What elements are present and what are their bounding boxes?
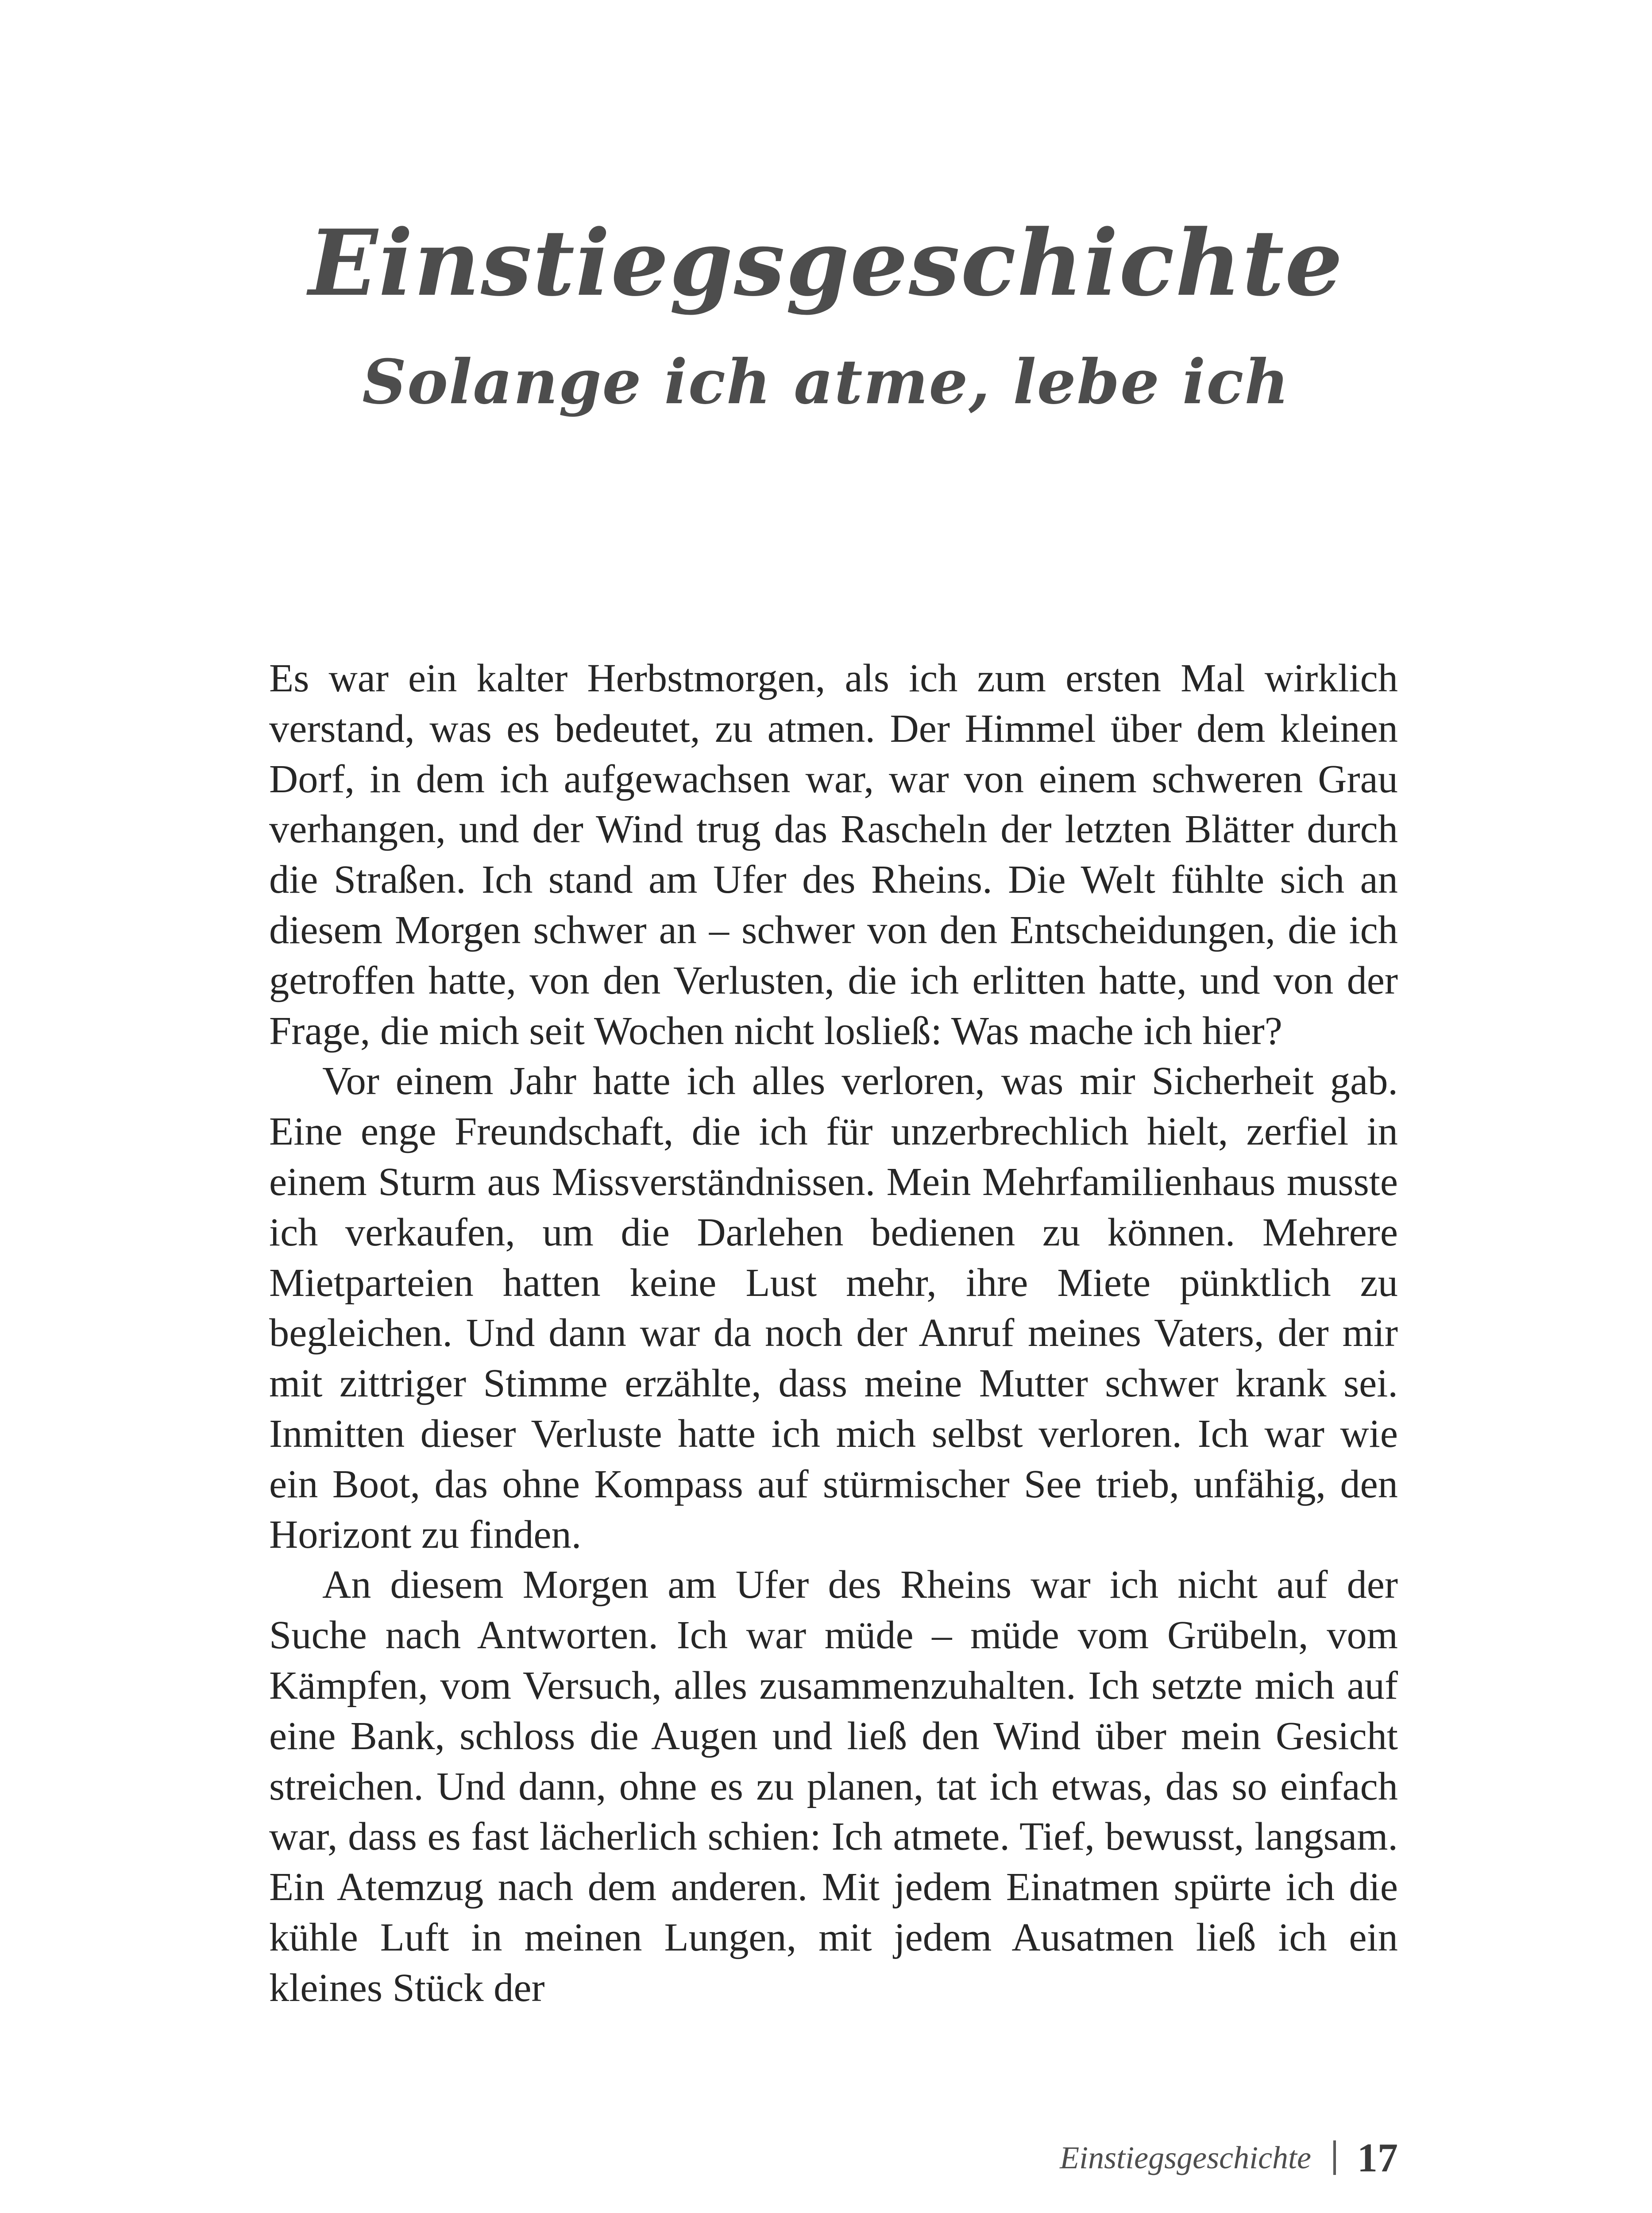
paragraph: Es war ein kalter Herbstmorgen, als ich zum ersten Mal wirklich verstand, was es bedeutet, zu atmen. Der Himmel über dem kleinen Dorf, in dem ich aufgewachsen war, war von einem schweren Grau verhangen, und der Wind trug das Rascheln der letzten Blätter durch die Straßen. Ich stand am Ufer des Rheins. Die Welt fühlte sich an diesem Morgen schwer an – schwer von den Entscheidungen, die ich getroffen hatte, von den Verlusten, die ich erlitten hatte, und von der Frage, die mich seit Wochen nicht losließ: Was mache ich hier? [269, 655, 1398, 1053]
page-number: 17 [1357, 2135, 1398, 2180]
paragraph: Vor einem Jahr hatte ich alles verloren, was mir Sicherheit gab. Eine enge Freundschaft, die ich für unzerbrechlich hielt, zerfiel in einem Sturm aus Missverständnissen. Mein Mehrfamilienhaus musste ich verkaufen, um die Darlehen bedienen zu können. Mehrere Mietparteien hatten keine Lust mehr, ihre Miete pünktlich zu begleichen. Und dann war da noch der Anruf meines Vaters, der mir mit zittriger Stimme erzählte, dass meine Mutter schwer krank sei. Inmitten dieser Verluste hatte ich mich selbst verloren. Ich war wie ein Boot, das ohne Kompass auf stürmischer See trieb, unfähig, den Horizont zu finden. [269, 1058, 1398, 1557]
chapter-title: Einstiegsgeschichte [308, 210, 1344, 316]
running-head: Einstiegsgeschichte [1060, 2140, 1311, 2175]
paragraph: An diesem Morgen am Ufer des Rheins war ich nicht auf der Suche nach Antworten. Ich war müde – müde vom Grübeln, vom Kämpfen, vom Versuch, alles zusammenzuhalten. Ich setzte mich auf eine Bank, schloss die Augen und ließ den Wind über mein Gesicht streichen. Und dann, ohne es zu planen, tat ich etwas, das so einfach war, dass es fast lächerlich schien: Ich atmete. Tief, bewusst, langsam. Ein Atemzug nach dem anderen. Mit jedem Einatmen spürte ich die kühle Luft in meinen Lungen, mit jedem Ausatmen ließ ich ein kleines Stück der [269, 1562, 1398, 2010]
footer-divider [1333, 2140, 1336, 2175]
page-footer [1060, 2131, 1398, 2184]
chapter-subtitle: Solange ich atme, lebe ich [362, 346, 1290, 418]
body-text [269, 653, 1398, 2013]
